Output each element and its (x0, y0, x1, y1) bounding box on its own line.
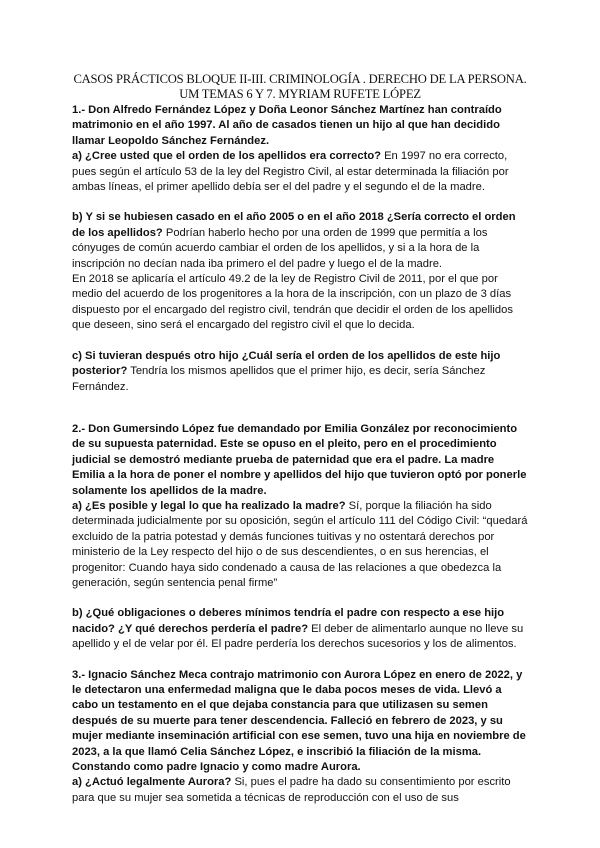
case-2-statement: 2.- Don Gumersindo López fue demandado por Emilia González por reconocimiento de su supuesta paternidad. Este se opuso en el pleito, pero en el procedimiento judicial se demostró mediante prueba de paternidad que era el padre. La madre Emilia a la hora de poner el nombre y apellidos del hijo que tuvieron optó por ponerle solamente los apellidos de la madre. (72, 422, 527, 497)
case-1-answer-b-2: En 2018 se aplicaría el artículo 49.2 de la ley de Registro Civil de 2011, por el que por medio del acuerdo de los progenitores a la hora de la inscripción, con un plazo de 3 días dispuesto por el encargado del registro civil, tendrán que decidir el orden de los apellidos que deseen, sino será el encargado del registro civil el que lo decida. (72, 273, 513, 332)
document-header (60, 72, 540, 102)
case-2-question-a: a) ¿Es posible y legal lo que ha realizado la madre? Sí, porque la filiación ha sido determinada judicialmente por su oposición, según el artículo 111 del Código Civil: “quedará excluido de la patria potestad y demás funciones tuitivas y no ostentará derechos por ministerio de la Ley respecto del hijo o de sus descendientes, o en sus herencias, el progenitor: Cuando haya sido condenado a causa de las relaciones a que obedezca la generación, según sentencia penal firme” (72, 499, 528, 589)
case-3-question-a: a) ¿Actuó legalmente Aurora? Si, pues el padre ha dado su consentimiento por escrito para que su mujer sea sometida a técnicas de reproducción con el uso de sus (72, 776, 511, 804)
case-1-question-c: c) Si tuvieran después otro hijo ¿Cuál sería el orden de los apellidos de este hijo posterior? Tendría los mismos apellidos que el primer hijo, es decir, sería Sánchez Fernández. (72, 349, 501, 393)
case-2-question-b: b) ¿Qué obligaciones o deberes mínimos tendría el padre con respecto a ese hijo nacido? ¿Y qué derechos perdería el padre? El deber de alimentarlo aunque no lleve su apellido y el de velar por él. El padre perdería los derechos sucesorios y los de alimentos. (72, 607, 524, 651)
case-1-question-a: a) ¿Cree usted que el orden de los apellidos era correcto? En 1997 no era correcto, pues según el artículo 53 de la ley del Registro Civil, al estar determinada la filiación por ambas líneas, el primer apellido debía ser el del padre y el segundo el de la madre. (72, 150, 509, 194)
case-3-statement: 3.- Ignacio Sánchez Meca contrajo matrimonio con Aurora López en enero de 2022, y le detectaron una enfermedad maligna que le daba pocos meses de vida. Llevó a cabo un testamento en el que dejaba constancia para que utilizasen su semen después de su muerte para tener descendencia. Falleció en febrero de 2023, y su mujer mediante inseminación artificial con ese semen, tuvo una hija en noviembre de 2023, a la que llamó Celia Sánchez López, e inscribió la filiación de la misma. Constando como padre Ignacio y como madre Aurora. (72, 668, 526, 774)
case-1-statement: 1.- Don Alfredo Fernández López y Doña Leonor Sánchez Martínez han contraído matrimonio en el año 1997. Al año de casados tienen un hijo al que han decidido llamar Leopoldo Sánchez Fernández. (72, 104, 502, 147)
header-line-1: CASOS PRÁCTICOS BLOQUE II-III. CRIMINOLOGÍA . DERECHO DE LA PERSONA. (73, 72, 527, 86)
header-line-2: UM TEMAS 6 Y 7. MYRIAM RUFETE LÓPEZ (179, 87, 421, 101)
document-body (72, 103, 530, 806)
case-1-question-b: b) Y si se hubiesen casado en el año 2005 o en el año 2018 ¿Sería correcto el orden de los apellidos? Podrían haberlo hecho por una orden de 1999 que permitía a los cónyuges de común acuerdo cambiar el orden de los apellidos, y si a la hora de la inscripción no decían nada iba primero el del padre y luego el de la madre. (72, 211, 516, 270)
